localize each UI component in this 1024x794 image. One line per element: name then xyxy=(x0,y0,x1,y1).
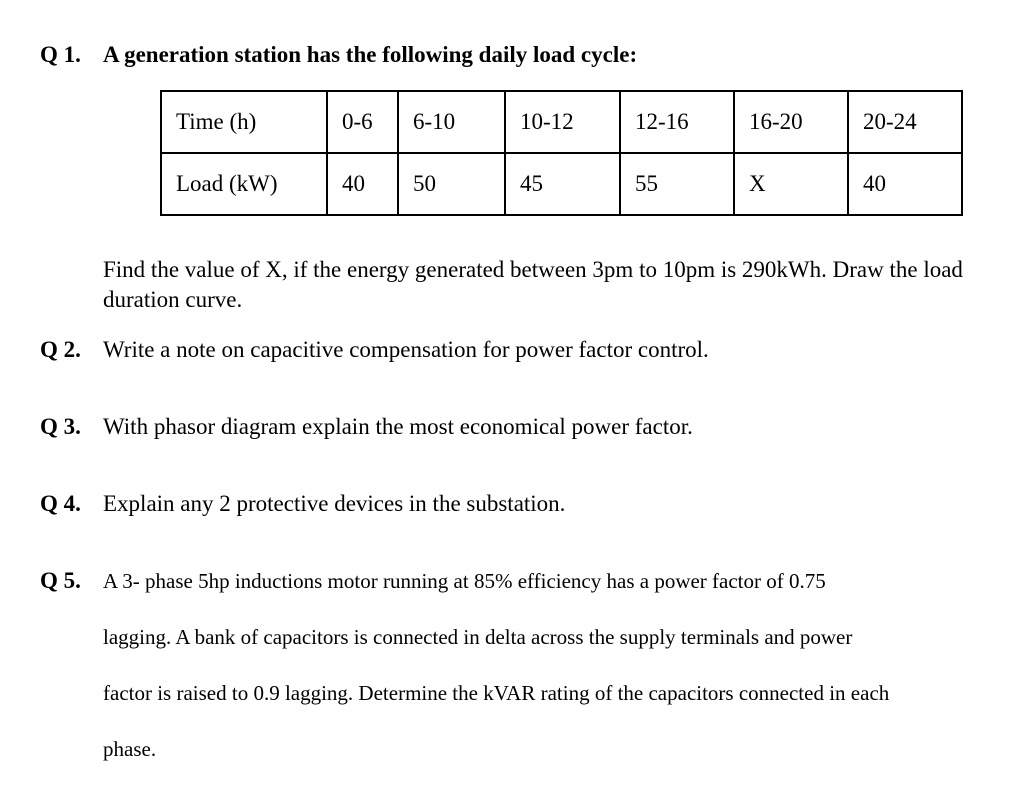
question-2-text: Write a note on capacitive compensation for power factor control. xyxy=(103,337,709,362)
question-number-3: Q 3. xyxy=(40,414,81,439)
table-cell: 6-10 xyxy=(398,91,505,153)
table-row-time xyxy=(161,91,962,153)
table-cell: 45 xyxy=(505,153,620,215)
table-cell: 0-6 xyxy=(327,91,398,153)
table-cell: 40 xyxy=(848,153,962,215)
question-4-text: Explain any 2 protective devices in the substation. xyxy=(103,491,566,516)
question-3-text: With phasor diagram explain the most economical power factor. xyxy=(103,414,693,439)
question-number-2: Q 2. xyxy=(40,337,81,362)
table-cell: 12-16 xyxy=(620,91,734,153)
table-cell: 40 xyxy=(327,153,398,215)
table-row-load xyxy=(161,153,962,215)
question-number-1: Q 1. xyxy=(40,42,81,67)
question-1-find-text: Find the value of X, if the energy generated between 3pm to 10pm is 290kWh. Draw the load duration curve. xyxy=(103,257,963,312)
question-5-line: A 3- phase 5hp inductions motor running at 85% efficiency has a power factor of 0.75 xyxy=(103,569,826,593)
table-cell: 16-20 xyxy=(734,91,848,153)
question-5-line: lagging. A bank of capacitors is connected in delta across the supply terminals and power xyxy=(103,625,853,649)
question-number-5: Q 5. xyxy=(40,568,81,593)
question-number-4: Q 4. xyxy=(40,491,81,516)
table-cell: 50 xyxy=(398,153,505,215)
table-cell: 55 xyxy=(620,153,734,215)
question-1-title: A generation station has the following daily load cycle: xyxy=(103,42,638,67)
table-cell: X xyxy=(734,153,848,215)
table-cell: 20-24 xyxy=(848,91,962,153)
question-5-line: phase. xyxy=(103,737,157,761)
table-cell: 10-12 xyxy=(505,91,620,153)
table-cell: Time (h) xyxy=(161,91,327,153)
table-cell: Load (kW) xyxy=(161,153,327,215)
question-5-line: factor is raised to 0.9 lagging. Determine the kVAR rating of the capacitors connected in each xyxy=(103,681,890,705)
load-cycle-table xyxy=(160,90,963,216)
